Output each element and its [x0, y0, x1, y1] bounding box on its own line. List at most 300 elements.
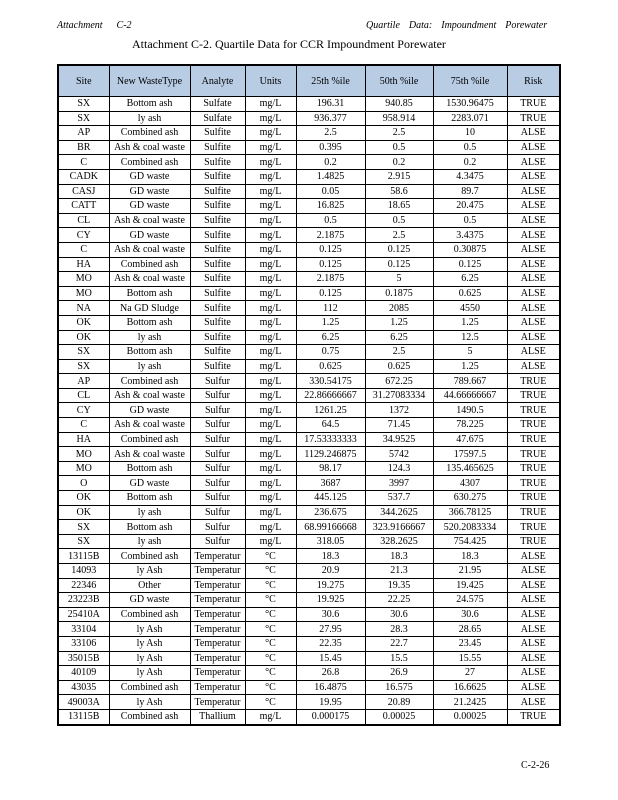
cell-50th: 30.6 — [365, 607, 433, 622]
cell-25th: 2.1875 — [296, 228, 365, 243]
cell-50th: 0.1875 — [365, 286, 433, 301]
cell-50th: 3997 — [365, 476, 433, 491]
cell-analyte: Sulfur — [190, 418, 245, 433]
cell-analyte: Temperatur — [190, 593, 245, 608]
cell-site: O — [58, 476, 109, 491]
running-header-right — [366, 20, 556, 31]
cell-waste-type: Combined ash — [109, 126, 190, 141]
cell-risk: TRUE — [507, 534, 560, 549]
cell-analyte: Sulfate — [190, 111, 245, 126]
cell-analyte: Sulfite — [190, 272, 245, 287]
cell-50th: 22.25 — [365, 593, 433, 608]
cell-site: SX — [58, 520, 109, 535]
cell-units: mg/L — [245, 345, 296, 360]
table-row — [58, 374, 560, 389]
cell-site: OK — [58, 315, 109, 330]
cell-50th: 0.125 — [365, 257, 433, 272]
cell-25th: 196.31 — [296, 97, 365, 112]
cell-site: 43035 — [58, 680, 109, 695]
cell-units: mg/L — [245, 374, 296, 389]
cell-waste-type: Combined ash — [109, 155, 190, 170]
cell-75th: 21.2425 — [433, 695, 507, 710]
table-row — [58, 695, 560, 710]
cell-waste-type: GD waste — [109, 169, 190, 184]
table-row — [58, 709, 560, 724]
cell-waste-type: GD waste — [109, 476, 190, 491]
cell-waste-type: Bottom ash — [109, 97, 190, 112]
cell-50th: 1.25 — [365, 315, 433, 330]
cell-waste-type: Ash & coal waste — [109, 272, 190, 287]
cell-50th: 16.575 — [365, 680, 433, 695]
cell-waste-type: ly Ash — [109, 651, 190, 666]
cell-waste-type: ly ash — [109, 359, 190, 374]
cell-site: CADK — [58, 169, 109, 184]
cell-analyte: Sulfite — [190, 286, 245, 301]
cell-25th: 17.53333333 — [296, 432, 365, 447]
cell-analyte: Temperatur — [190, 549, 245, 564]
cell-analyte: Sulfite — [190, 301, 245, 316]
cell-50th: 5742 — [365, 447, 433, 462]
cell-waste-type: GD waste — [109, 593, 190, 608]
cell-site: HA — [58, 432, 109, 447]
cell-analyte: Sulfate — [190, 97, 245, 112]
cell-50th: 34.9525 — [365, 432, 433, 447]
cell-site: C — [58, 242, 109, 257]
col-header-risk: Risk — [507, 65, 560, 97]
cell-site: 33106 — [58, 636, 109, 651]
cell-50th: 2085 — [365, 301, 433, 316]
col-header-units: Units — [245, 65, 296, 97]
cell-25th: 18.3 — [296, 549, 365, 564]
cell-25th: 1.4825 — [296, 169, 365, 184]
cell-25th: 0.05 — [296, 184, 365, 199]
table-row — [58, 476, 560, 491]
cell-units: mg/L — [245, 242, 296, 257]
table-row — [58, 491, 560, 506]
cell-analyte: Sulfur — [190, 388, 245, 403]
cell-units: mg/L — [245, 432, 296, 447]
cell-units: mg/L — [245, 534, 296, 549]
cell-site: MO — [58, 447, 109, 462]
cell-risk: ALSE — [507, 140, 560, 155]
cell-25th: 16.4875 — [296, 680, 365, 695]
cell-units: °C — [245, 651, 296, 666]
cell-75th: 5 — [433, 345, 507, 360]
table-row — [58, 330, 560, 345]
cell-units: mg/L — [245, 97, 296, 112]
table-row — [58, 666, 560, 681]
cell-50th: 15.5 — [365, 651, 433, 666]
cell-units: mg/L — [245, 388, 296, 403]
header-word-3: Impoundment — [441, 20, 497, 31]
cell-50th: 0.2 — [365, 155, 433, 170]
cell-site: 35015B — [58, 651, 109, 666]
cell-risk: ALSE — [507, 169, 560, 184]
cell-analyte: Temperatur — [190, 607, 245, 622]
col-header-50th: 50th %ile — [365, 65, 433, 97]
cell-waste-type: ly ash — [109, 330, 190, 345]
col-header-25th: 25th %ile — [296, 65, 365, 97]
cell-analyte: Temperatur — [190, 680, 245, 695]
cell-risk: ALSE — [507, 286, 560, 301]
cell-75th: 2283.071 — [433, 111, 507, 126]
cell-units: mg/L — [245, 155, 296, 170]
cell-50th: 1372 — [365, 403, 433, 418]
cell-50th: 124.3 — [365, 461, 433, 476]
cell-75th: 15.55 — [433, 651, 507, 666]
cell-50th: 323.9166667 — [365, 520, 433, 535]
cell-25th: 0.125 — [296, 242, 365, 257]
cell-50th: 71.45 — [365, 418, 433, 433]
cell-waste-type: Ash & coal waste — [109, 447, 190, 462]
cell-analyte: Sulfur — [190, 447, 245, 462]
cell-75th: 0.5 — [433, 213, 507, 228]
header-word-2: Data: — [408, 20, 433, 31]
cell-waste-type: GD waste — [109, 403, 190, 418]
cell-site: MO — [58, 461, 109, 476]
cell-waste-type: Bottom ash — [109, 286, 190, 301]
cell-75th: 789.667 — [433, 374, 507, 389]
cell-25th: 19.275 — [296, 578, 365, 593]
cell-site: CL — [58, 213, 109, 228]
cell-75th: 89.7 — [433, 184, 507, 199]
cell-risk: TRUE — [507, 491, 560, 506]
table-row — [58, 578, 560, 593]
cell-25th: 19.925 — [296, 593, 365, 608]
cell-75th: 135.465625 — [433, 461, 507, 476]
cell-analyte: Temperatur — [190, 564, 245, 579]
cell-75th: 0.30875 — [433, 242, 507, 257]
cell-risk: TRUE — [507, 374, 560, 389]
table-row — [58, 461, 560, 476]
cell-25th: 68.99166668 — [296, 520, 365, 535]
table-row — [58, 622, 560, 637]
cell-site: CY — [58, 228, 109, 243]
cell-75th: 17597.5 — [433, 447, 507, 462]
cell-25th: 1129.246875 — [296, 447, 365, 462]
cell-units: °C — [245, 695, 296, 710]
cell-50th: 58.6 — [365, 184, 433, 199]
cell-75th: 21.95 — [433, 564, 507, 579]
cell-waste-type: Bottom ash — [109, 345, 190, 360]
header-attachment: Attachment — [57, 20, 103, 31]
cell-75th: 19.425 — [433, 578, 507, 593]
cell-50th: 2.915 — [365, 169, 433, 184]
cell-units: mg/L — [245, 476, 296, 491]
cell-units: mg/L — [245, 447, 296, 462]
cell-25th: 98.17 — [296, 461, 365, 476]
cell-50th: 31.27083334 — [365, 388, 433, 403]
cell-units: mg/L — [245, 315, 296, 330]
cell-75th: 0.625 — [433, 286, 507, 301]
table-row — [58, 607, 560, 622]
cell-analyte: Thallium — [190, 709, 245, 724]
cell-75th: 366.78125 — [433, 505, 507, 520]
cell-25th: 0.125 — [296, 286, 365, 301]
cell-analyte: Sulfite — [190, 155, 245, 170]
cell-75th: 1.25 — [433, 359, 507, 374]
cell-analyte: Sulfur — [190, 374, 245, 389]
table-row — [58, 403, 560, 418]
cell-site: 49003A — [58, 695, 109, 710]
cell-25th: 0.125 — [296, 257, 365, 272]
cell-50th: 0.5 — [365, 140, 433, 155]
cell-risk: ALSE — [507, 651, 560, 666]
cell-50th: 28.3 — [365, 622, 433, 637]
table-row — [58, 213, 560, 228]
table-row — [58, 593, 560, 608]
cell-site: 25410A — [58, 607, 109, 622]
cell-analyte: Sulfur — [190, 505, 245, 520]
table-row — [58, 301, 560, 316]
cell-waste-type: Ash & coal waste — [109, 388, 190, 403]
cell-waste-type: Ash & coal waste — [109, 140, 190, 155]
cell-waste-type: Ash & coal waste — [109, 213, 190, 228]
cell-waste-type: Combined ash — [109, 709, 190, 724]
cell-risk: ALSE — [507, 607, 560, 622]
cell-analyte: Sulfite — [190, 257, 245, 272]
table-row — [58, 184, 560, 199]
running-header-left — [57, 20, 146, 31]
cell-50th: 2.5 — [365, 126, 433, 141]
cell-50th: 2.5 — [365, 228, 433, 243]
cell-analyte: Sulfur — [190, 491, 245, 506]
cell-site: 33104 — [58, 622, 109, 637]
cell-analyte: Sulfite — [190, 242, 245, 257]
cell-site: OK — [58, 491, 109, 506]
cell-units: °C — [245, 636, 296, 651]
table-row — [58, 155, 560, 170]
cell-25th: 6.25 — [296, 330, 365, 345]
cell-risk: ALSE — [507, 213, 560, 228]
cell-50th: 0.125 — [365, 242, 433, 257]
cell-analyte: Sulfite — [190, 140, 245, 155]
cell-site: 23223B — [58, 593, 109, 608]
cell-analyte: Sulfite — [190, 228, 245, 243]
cell-site: 22346 — [58, 578, 109, 593]
cell-units: mg/L — [245, 491, 296, 506]
cell-analyte: Sulfite — [190, 315, 245, 330]
cell-25th: 2.1875 — [296, 272, 365, 287]
cell-site: SX — [58, 359, 109, 374]
header-attachment-id: C-2 — [116, 20, 132, 31]
cell-units: mg/L — [245, 169, 296, 184]
cell-waste-type: Other — [109, 578, 190, 593]
cell-50th: 6.25 — [365, 330, 433, 345]
cell-site: CASJ — [58, 184, 109, 199]
cell-75th: 4.3475 — [433, 169, 507, 184]
cell-25th: 2.5 — [296, 126, 365, 141]
cell-units: °C — [245, 680, 296, 695]
cell-units: mg/L — [245, 257, 296, 272]
cell-50th: 18.65 — [365, 199, 433, 214]
table-row — [58, 549, 560, 564]
cell-25th: 27.95 — [296, 622, 365, 637]
cell-site: HA — [58, 257, 109, 272]
cell-75th: 0.00025 — [433, 709, 507, 724]
cell-25th: 19.95 — [296, 695, 365, 710]
cell-waste-type: Combined ash — [109, 549, 190, 564]
cell-75th: 3.4375 — [433, 228, 507, 243]
cell-waste-type: ly Ash — [109, 564, 190, 579]
cell-50th: 26.9 — [365, 666, 433, 681]
cell-75th: 6.25 — [433, 272, 507, 287]
table-row — [58, 520, 560, 535]
col-header-waste-type: New WasteType — [109, 65, 190, 97]
table-row — [58, 447, 560, 462]
cell-75th: 12.5 — [433, 330, 507, 345]
cell-75th: 0.2 — [433, 155, 507, 170]
cell-50th: 940.85 — [365, 97, 433, 112]
cell-50th: 20.89 — [365, 695, 433, 710]
table-row — [58, 272, 560, 287]
cell-75th: 520.2083334 — [433, 520, 507, 535]
cell-units: mg/L — [245, 126, 296, 141]
cell-units: mg/L — [245, 286, 296, 301]
cell-units: mg/L — [245, 301, 296, 316]
cell-site: MO — [58, 286, 109, 301]
cell-units: mg/L — [245, 228, 296, 243]
cell-50th: 18.3 — [365, 549, 433, 564]
cell-units: °C — [245, 593, 296, 608]
cell-analyte: Sulfite — [190, 184, 245, 199]
cell-waste-type: ly Ash — [109, 666, 190, 681]
cell-75th: 0.5 — [433, 140, 507, 155]
cell-risk: ALSE — [507, 345, 560, 360]
cell-25th: 26.8 — [296, 666, 365, 681]
cell-analyte: Temperatur — [190, 666, 245, 681]
cell-site: 40109 — [58, 666, 109, 681]
table-row — [58, 97, 560, 112]
cell-50th: 328.2625 — [365, 534, 433, 549]
cell-75th: 1490.5 — [433, 403, 507, 418]
cell-50th: 19.35 — [365, 578, 433, 593]
cell-25th: 20.9 — [296, 564, 365, 579]
cell-75th: 16.6625 — [433, 680, 507, 695]
table-header-row — [58, 65, 560, 97]
cell-site: 13115B — [58, 549, 109, 564]
cell-risk: TRUE — [507, 476, 560, 491]
cell-waste-type: Bottom ash — [109, 520, 190, 535]
cell-25th: 30.6 — [296, 607, 365, 622]
cell-risk: TRUE — [507, 111, 560, 126]
cell-25th: 15.45 — [296, 651, 365, 666]
cell-75th: 1530.96475 — [433, 97, 507, 112]
cell-waste-type: ly ash — [109, 534, 190, 549]
cell-risk: TRUE — [507, 461, 560, 476]
cell-risk: ALSE — [507, 272, 560, 287]
cell-waste-type: Ash & coal waste — [109, 418, 190, 433]
cell-25th: 0.395 — [296, 140, 365, 155]
cell-analyte: Sulfite — [190, 199, 245, 214]
cell-75th: 754.425 — [433, 534, 507, 549]
cell-units: °C — [245, 607, 296, 622]
cell-units: mg/L — [245, 403, 296, 418]
table-row — [58, 286, 560, 301]
table-row — [58, 564, 560, 579]
table-body — [58, 97, 560, 725]
cell-site: AP — [58, 126, 109, 141]
cell-risk: ALSE — [507, 636, 560, 651]
cell-analyte: Temperatur — [190, 695, 245, 710]
cell-analyte: Sulfite — [190, 345, 245, 360]
cell-risk: ALSE — [507, 564, 560, 579]
cell-75th: 1.25 — [433, 315, 507, 330]
cell-waste-type: GD waste — [109, 228, 190, 243]
table-row — [58, 257, 560, 272]
header-word-4: Porewater — [505, 20, 548, 31]
cell-50th: 22.7 — [365, 636, 433, 651]
quartile-data-table — [57, 64, 561, 726]
cell-50th: 21.3 — [365, 564, 433, 579]
cell-25th: 0.75 — [296, 345, 365, 360]
cell-75th: 47.675 — [433, 432, 507, 447]
cell-75th: 4550 — [433, 301, 507, 316]
cell-units: °C — [245, 549, 296, 564]
cell-risk: ALSE — [507, 359, 560, 374]
cell-50th: 0.00025 — [365, 709, 433, 724]
cell-25th: 0.625 — [296, 359, 365, 374]
cell-25th: 1261.25 — [296, 403, 365, 418]
cell-50th: 5 — [365, 272, 433, 287]
table-row — [58, 359, 560, 374]
table-row — [58, 169, 560, 184]
cell-25th: 318.05 — [296, 534, 365, 549]
cell-site: SX — [58, 345, 109, 360]
cell-risk: TRUE — [507, 709, 560, 724]
cell-risk: TRUE — [507, 418, 560, 433]
cell-75th: 23.45 — [433, 636, 507, 651]
cell-risk: ALSE — [507, 242, 560, 257]
cell-risk: ALSE — [507, 330, 560, 345]
cell-site: CATT — [58, 199, 109, 214]
cell-risk: ALSE — [507, 228, 560, 243]
cell-waste-type: Na GD Sludge — [109, 301, 190, 316]
cell-analyte: Temperatur — [190, 622, 245, 637]
cell-25th: 112 — [296, 301, 365, 316]
cell-waste-type: Combined ash — [109, 680, 190, 695]
table-row — [58, 680, 560, 695]
cell-units: °C — [245, 578, 296, 593]
cell-waste-type: Ash & coal waste — [109, 242, 190, 257]
cell-units: mg/L — [245, 330, 296, 345]
cell-units: mg/L — [245, 418, 296, 433]
cell-units: °C — [245, 666, 296, 681]
cell-analyte: Sulfite — [190, 169, 245, 184]
cell-25th: 0.5 — [296, 213, 365, 228]
cell-units: mg/L — [245, 505, 296, 520]
cell-75th: 4307 — [433, 476, 507, 491]
cell-risk: ALSE — [507, 315, 560, 330]
cell-25th: 330.54175 — [296, 374, 365, 389]
cell-75th: 27 — [433, 666, 507, 681]
cell-site: SX — [58, 534, 109, 549]
cell-waste-type: Combined ash — [109, 374, 190, 389]
cell-site: OK — [58, 330, 109, 345]
cell-units: mg/L — [245, 709, 296, 724]
cell-75th: 30.6 — [433, 607, 507, 622]
cell-units: mg/L — [245, 199, 296, 214]
cell-units: °C — [245, 622, 296, 637]
cell-risk: ALSE — [507, 155, 560, 170]
cell-risk: TRUE — [507, 388, 560, 403]
cell-analyte: Sulfur — [190, 520, 245, 535]
cell-25th: 1.25 — [296, 315, 365, 330]
cell-waste-type: Bottom ash — [109, 491, 190, 506]
cell-25th: 445.125 — [296, 491, 365, 506]
cell-75th: 28.65 — [433, 622, 507, 637]
cell-50th: 958.914 — [365, 111, 433, 126]
